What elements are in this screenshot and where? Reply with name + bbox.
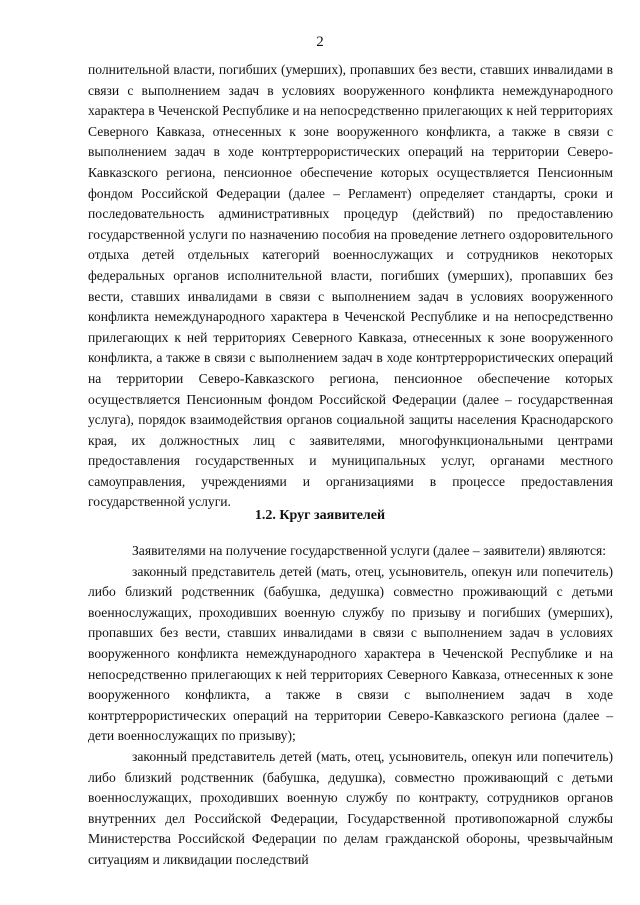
applicant-item-conscripts: законный представитель детей (мать, отец, усыновитель, опекун или попечитель) либо близкий родственник (бабушка, дедушка) совместно проживающий с детьми военнослужащих, проходивших военную службу по призыву и погибших (умерших), пропавших без вести, ставших инвалидами в связи с выполнением задач в условиях вооруженного конфликта немеждународного характера в Чеченской Республике и на непосредственно прилегающих к ней территориях Северного Кавказа, отнесенных к зоне вооруженного конфликта, а также в связи с выполнением задач в ходе контртеррористических операций на территории Северо-Кавказского региона (далее – дети военнослужащих по призыву); <box>88 563 613 744</box>
section-heading: 1.2. Круг заявителей <box>254 508 386 523</box>
applicants-section <box>88 541 613 871</box>
regulation-scope-paragraph <box>88 60 613 513</box>
applicant-item-contract: законный представитель детей (мать, отец, усыновитель, опекун или попечитель) либо близкий родственник (бабушка, дедушка), совместно проживающий с детьми военнослужащих, проходивших военную службу по контракту, сотрудников органов внутренних дел Российской Федерации, Государственной противопожарной службы Министерства Российской Федерации по делам гражданской обороны, чрезвычайным ситуациям и ликвидации последствий <box>88 748 613 867</box>
page-number: 2 <box>316 34 324 50</box>
applicants-intro-paragraph: Заявителями на получение государственной услуги (далее – заявители) являются: <box>132 543 607 558</box>
paragraph-text: полнительной власти, погибших (умерших), пропавших без вести, ставших инвалидами в связи с выполнением задач в условиях вооруженного конфликта немеждународного характера в Чеченской Республике и на непосредственно прилегающих к ней территориях Северного Кавказа, отнесенных к зоне вооруженного конфликта, а также в связи с выполнением задач в ходе контртеррористических операций на территории Северо-Кавказского региона, пенсионное обеспечение которых осуществляется Пенсионным фондом Российской Федерации (далее – Регламент) определяет стандарты, сроки и последовательность административных процедур (действий) по предоставлению государственной услуги по назначению пособия на проведение летнего оздоровительного отдыха детей отдельных категорий военнослужащих и сотрудников некоторых федеральных органов исполнительной власти, погибших (умерших), пропавших без вести, ставших инвалидами в связи с выполнением задач в условиях вооруженного конфликта немеждународного характера в Чеченской Республике и на непосредственно прилегающих к ней территориях Северного Кавказа, отнесенных к зоне вооруженного конфликта, а также в связи с выполнением задач в ходе контртеррористических операций на территории Северо-Кавказского региона, пенсионное обеспечение которых осуществляется Пенсионным фондом Российской Федерации (далее – государственная услуга), порядок взаимодействия органов социальной защиты населения Краснодарского края, их должностных лиц с заявителями, многофункциональными центрами предоставления государственных и муниципальных услуг, органами местного самоуправления, учреждениями и организациями в процессе предоставления государственной услуги. <box>88 62 613 510</box>
